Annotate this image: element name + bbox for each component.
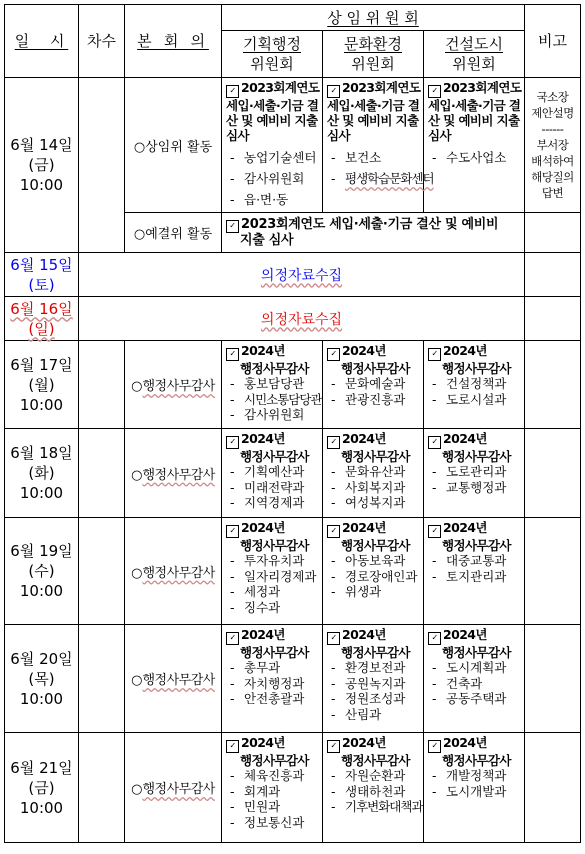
date-jun18: 6월 18일 (화) 10:00: [5, 429, 79, 518]
round-jun14: [79, 78, 125, 253]
jun20-committee-planning: ✓ 2024년 행정사무감사 - 총무과 - 자치행정과 - 안전총괄과: [222, 625, 323, 733]
list-item: - 정원조성과: [327, 691, 421, 707]
circle-bullet-icon: ○: [131, 467, 143, 483]
jun18-committee-culture: ✓ 2024년 행정사무감사 - 문화유산과 - 사회복지과 - 여성복지과: [323, 429, 424, 518]
round-jun20: [79, 625, 125, 733]
list-item: - 도시계획과: [428, 660, 522, 676]
list-item: - 시민소통담당관: [226, 392, 320, 408]
circle-bullet-icon: ○: [131, 782, 143, 797]
remarks-jun21: [525, 733, 581, 843]
activity-audit: ○행정사무감사: [125, 429, 222, 518]
header-committee-planning: 기획행정 위원회: [222, 31, 323, 78]
list-item: - 환경보전과: [327, 660, 421, 676]
list-item: - 기획예산과: [226, 464, 320, 480]
memo-checkbox-icon: ✓: [226, 348, 239, 361]
list-item: - 도로시설과: [428, 392, 522, 408]
list-item: - 보건소: [327, 147, 421, 168]
list-item: - 자치행정과: [226, 676, 320, 692]
jun16-material-collection: 의정자료수집: [79, 297, 525, 341]
list-item: - 경로장애인과: [327, 569, 421, 585]
circle-bullet-icon: ○: [131, 565, 143, 581]
jun19-committee-culture: ✓ 2024년 행정사무감사 - 아동보육과 - 경로장애인과 - 위생과: [323, 518, 424, 625]
memo-checkbox-icon: ✓: [327, 85, 340, 98]
remarks-jun17: [525, 341, 581, 429]
header-date: 일 시: [5, 5, 79, 78]
remarks-jun16: [525, 297, 581, 341]
jun17-committee-planning: ✓ 2024년 행정사무감사 - 홍보담당관 - 시민소통담당관 - 감사위원회: [222, 341, 323, 429]
list-item: - 민원과: [226, 799, 320, 815]
remarks-jun14: 국소장 제안설명 ------ 부서장 배석하여 해당질의 답변: [525, 78, 581, 213]
memo-checkbox-icon: ✓: [428, 525, 441, 538]
dept-list: [226, 147, 320, 210]
jun14-committee-construction: ✓ 2023회계연도 세입·세출·기금 결산 및 예비비 지출 심사 - 수도사업소: [424, 78, 525, 213]
memo-checkbox-icon: ✓: [226, 220, 239, 233]
list-item: - 건설정책과: [428, 376, 522, 392]
list-item: - 회계과: [226, 784, 320, 800]
list-item: - 문화유산과: [327, 464, 421, 480]
circle-bullet-icon: ○: [131, 673, 143, 688]
header-plenary: 본 회 의: [125, 5, 222, 78]
date-jun19: 6월 19일 (수) 10:00: [5, 518, 79, 625]
memo-checkbox-icon: ✓: [226, 436, 239, 449]
list-item: - 개발정책과: [428, 768, 522, 784]
round-jun19: [79, 518, 125, 625]
remarks-jun14-budget: [525, 213, 581, 253]
remarks-jun18: [525, 429, 581, 518]
list-item: - 자원순환과: [327, 768, 421, 784]
jun15-material-collection: 의정자료수집: [79, 253, 525, 297]
list-item: - 수도사업소: [428, 147, 522, 168]
list-item: - 평생학습문화센터: [327, 168, 421, 189]
list-item: - 홍보담당관: [226, 376, 320, 392]
memo-checkbox-icon: ✓: [428, 348, 441, 361]
list-item: - 문화예술과: [327, 376, 421, 392]
dept-list: [327, 147, 434, 189]
date-jun15: 6월 15일 (토): [5, 253, 79, 297]
list-item: - 일자리경제과: [226, 569, 320, 585]
list-item: - 체육진흥과: [226, 768, 320, 784]
jun17-committee-culture: ✓ 2024년 행정사무감사 - 문화예술과 - 관광진흥과: [323, 341, 424, 429]
date-jun21: 6월 21일 (금) 10:00: [5, 733, 79, 843]
jun20-committee-construction: ✓ 2024년 행정사무감사 - 도시계획과 - 건축과 - 공동주택과: [424, 625, 525, 733]
jun19-committee-planning: ✓ 2024년 행정사무감사 - 투자유치과 - 일자리경제과 - 세정과 - 징수과: [222, 518, 323, 625]
header-committee-culture: 문화환경 위원회: [323, 31, 424, 78]
memo-checkbox-icon: ✓: [226, 632, 239, 645]
jun20-committee-culture: ✓ 2024년 행정사무감사 - 환경보전과 - 공원녹지과 - 정원조성과 - 산림과: [323, 625, 424, 733]
circle-bullet-icon: ○: [131, 379, 143, 394]
jun18-committee-planning: ✓ 2024년 행정사무감사 - 기획예산과 - 미래전략과 - 지역경제과: [222, 429, 323, 518]
circle-bullet-icon: ○: [133, 139, 146, 155]
memo-checkbox-icon: ✓: [327, 348, 340, 361]
jun18-committee-construction: ✓ 2024년 행정사무감사 - 도로관리과 - 교통행정과: [424, 429, 525, 518]
memo-checkbox-icon: ✓: [327, 740, 340, 753]
memo-checkbox-icon: ✓: [327, 525, 340, 538]
date-jun16: 6월 16일 (일): [5, 297, 79, 341]
list-item: - 공원녹지과: [327, 676, 421, 692]
header-round: 차수: [79, 5, 125, 78]
round-jun18: [79, 429, 125, 518]
memo-checkbox-icon: ✓: [226, 525, 239, 538]
list-item: - 여성복지과: [327, 495, 421, 511]
activity-audit: ○행정사무감사: [125, 518, 222, 625]
list-item: - 감사위원회: [226, 407, 320, 423]
memo-checkbox-icon: ✓: [226, 85, 239, 98]
jun17-committee-construction: ✓ 2024년 행정사무감사 - 건설정책과 - 도로시설과: [424, 341, 525, 429]
activity-standing: ○상임위 활동: [125, 78, 222, 213]
list-item: - 안전총괄과: [226, 691, 320, 707]
list-item: - 토지관리과: [428, 569, 522, 585]
list-item: - 건축과: [428, 676, 522, 692]
date-jun17: 6월 17일 (월) 10:00: [5, 341, 79, 429]
jun14-committee-planning: ✓ 2023회계연도 세입·세출·기금 결산 및 예비비 지출 심사 - 농업기술센터 - 감사위원회 - 읍·면·동: [222, 78, 323, 213]
remarks-jun19: [525, 518, 581, 625]
memo-checkbox-icon: ✓: [327, 632, 340, 645]
jun14-budget-committee: ✓ 2023회계연도 세입·세출·기금 결산 및 예비비 지출 심사: [222, 213, 525, 253]
schedule-table: [4, 4, 581, 843]
list-item: - 사회복지과: [327, 480, 421, 496]
activity-budget: ○예결위 활동: [125, 213, 222, 253]
list-item: - 정보통신과: [226, 815, 320, 831]
jun21-committee-culture: ✓ 2024년 행정사무감사 - 자원순환과 - 생태하천과 - 기후변화대책과: [323, 733, 424, 843]
date-jun20: 6월 20일 (목) 10:00: [5, 625, 79, 733]
list-item: - 총무과: [226, 660, 320, 676]
list-item: - 투자유치과: [226, 553, 320, 569]
activity-audit: ○행정사무감사: [125, 625, 222, 733]
activity-audit: ○행정사무감사: [125, 341, 222, 429]
memo-checkbox-icon: ✓: [226, 740, 239, 753]
jun21-committee-construction: ✓ 2024년 행정사무감사 - 개발정책과 - 도시개발과: [424, 733, 525, 843]
list-item: - 위생과: [327, 584, 421, 600]
memo-checkbox-icon: ✓: [428, 85, 441, 98]
list-item: - 관광진흥과: [327, 392, 421, 408]
circle-bullet-icon: ○: [133, 227, 146, 242]
list-item: - 산림과: [327, 707, 421, 723]
date-jun14: 6월 14일 (금) 10:00: [5, 78, 79, 253]
list-item: - 읍·면·동: [226, 189, 320, 210]
list-item: - 농업기술센터: [226, 147, 320, 168]
list-item: - 아동보육과: [327, 553, 421, 569]
round-jun17: [79, 341, 125, 429]
header-standing-committees: 상 임 위 원 회: [222, 5, 525, 31]
remarks-jun15: [525, 253, 581, 297]
activity-audit: ○행정사무감사: [125, 733, 222, 843]
list-item: - 공동주택과: [428, 691, 522, 707]
jun19-committee-construction: ✓ 2024년 행정사무감사 - 대중교통과 - 토지관리과: [424, 518, 525, 625]
list-item: - 도시개발과: [428, 784, 522, 800]
list-item: - 기후변화대책과: [327, 799, 421, 815]
list-item: - 지역경제과: [226, 495, 320, 511]
list-item: - 대중교통과: [428, 553, 522, 569]
memo-checkbox-icon: ✓: [327, 436, 340, 449]
header-committee-construction: 건설도시 위원회: [424, 31, 525, 78]
list-item: - 감사위원회: [226, 168, 320, 189]
list-item: - 교통행정과: [428, 480, 522, 496]
remarks-jun20: [525, 625, 581, 733]
list-item: - 생태하천과: [327, 784, 421, 800]
list-item: - 도로관리과: [428, 464, 522, 480]
memo-checkbox-icon: ✓: [428, 740, 441, 753]
dept-list: [428, 147, 522, 168]
jun14-committee-culture: ✓ 2023회계연도 세입·세출·기금 결산 및 예비비 지출 심사 - 보건소 - 평생학습문화센터: [323, 78, 424, 213]
memo-checkbox-icon: ✓: [428, 632, 441, 645]
jun21-committee-planning: ✓ 2024년 행정사무감사 - 체육진흥과 - 회계과 - 민원과 - 정보통신과: [222, 733, 323, 843]
round-jun21: [79, 733, 125, 843]
memo-checkbox-icon: ✓: [428, 436, 441, 449]
list-item: - 미래전략과: [226, 480, 320, 496]
header-remarks: 비고: [525, 5, 581, 78]
list-item: - 징수과: [226, 600, 320, 616]
list-item: - 세정과: [226, 584, 320, 600]
